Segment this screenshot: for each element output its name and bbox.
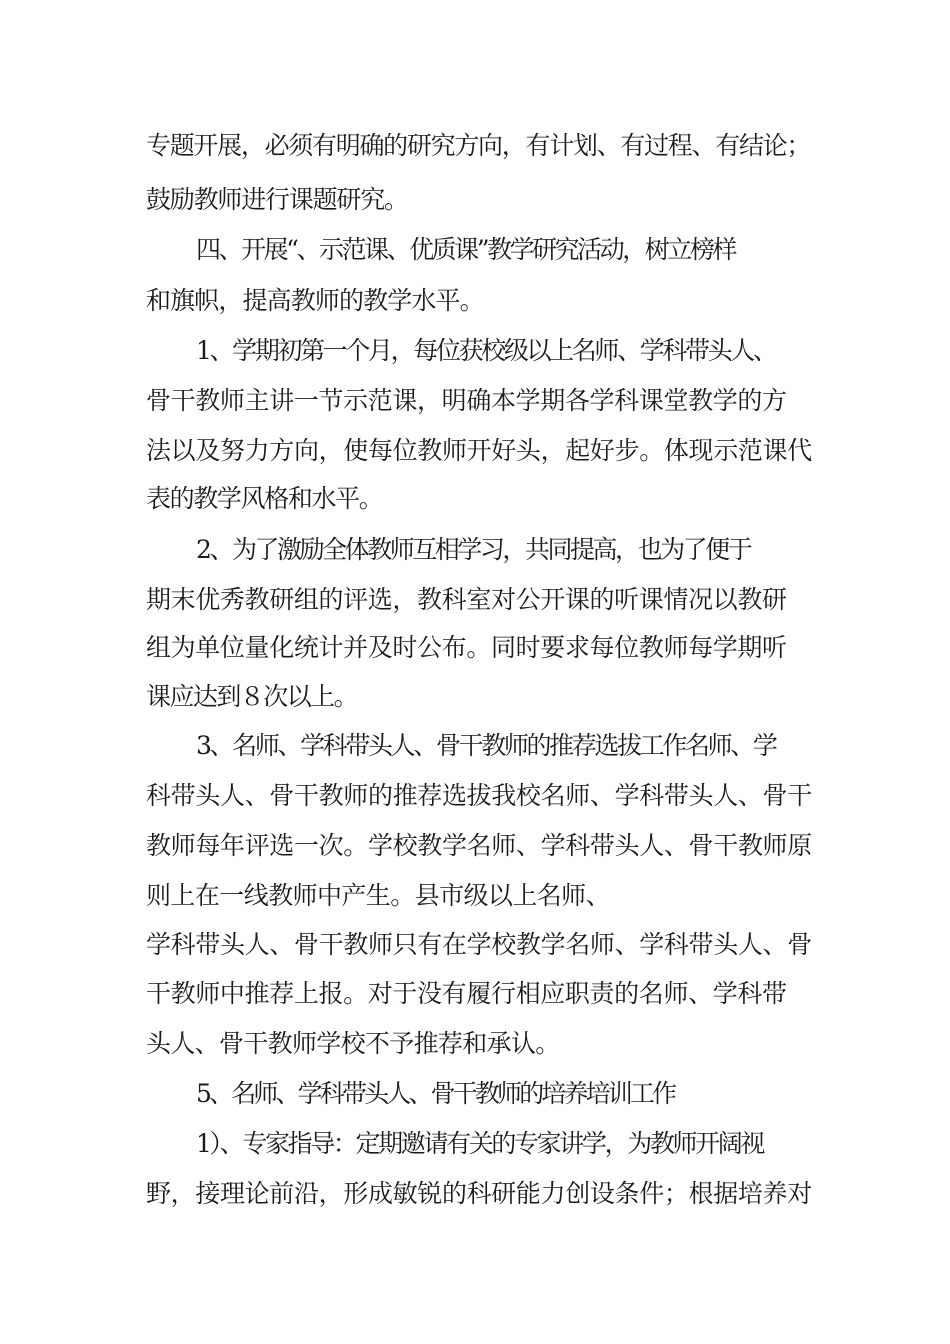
paragraph-start-line: 5、名师、学科带头人、骨干教师的培养培训工作 bbox=[196, 1079, 675, 1108]
paragraph-start-line: 四、开展“、示范课、优质课”教学研究活动，树立榜样 bbox=[196, 235, 735, 264]
text-line: 鼓励教师进行课题研究。 bbox=[146, 185, 408, 214]
text-line: 表的教学风格和水平。 bbox=[146, 484, 383, 513]
text-line: 组为单位量化统计并及时公布。同时要求每位教师每学期听 bbox=[146, 633, 787, 662]
text-line: 和旗帜，提高教师的教学水平。 bbox=[146, 286, 484, 315]
text-line: 干教师中推荐上报。对于没有履行相应职责的名师、学科带 bbox=[146, 979, 787, 1008]
text-line: 科带头人、骨干教师的推荐选拔我校名师、学科带头人、骨干 bbox=[146, 781, 812, 810]
text-line: 教师每年评选一次。学校教学名师、学科带头人、骨干教师原 bbox=[146, 831, 812, 860]
paragraph-start-line: 1）、专家指导：定期邀请有关的专家讲学，为教师开阔视 bbox=[196, 1129, 764, 1158]
text-line: 学科带头人、骨干教师只有在学校教学名师、学科带头人、骨 bbox=[146, 930, 812, 959]
text-line: 期末优秀教研组的评选，教科室对公开课的听课情况以教研 bbox=[146, 585, 787, 614]
paragraph-start-line: 1、学期初第一个月，每位获校级以上名师、学科带头人、 bbox=[196, 336, 776, 365]
text-line: 野，接理论前沿，形成敏锐的科研能力创设条件；根据培养对 bbox=[146, 1179, 812, 1208]
text-line: 法以及努力方向，使每位教师开好头，起好步。体现示范课代 bbox=[146, 436, 812, 465]
paragraph-start-line: 3、名师、学科带头人、骨干教师的推荐选拔工作名师、学 bbox=[196, 731, 776, 760]
text-line: 则上在一线教师中产生。县市级以上名师、 bbox=[146, 881, 611, 910]
text-line: 专题开展，必须有明确的研究方向，有计划、有过程、有结论； bbox=[146, 131, 811, 160]
paragraph-start-line: 2、为了激励全体教师互相学习，共同提高，也为了便于 bbox=[196, 535, 751, 564]
text-line: 课应达到８次以上。 bbox=[146, 682, 358, 711]
text-line: 骨干教师主讲一节示范课，明确本学期各学科课堂教学的方 bbox=[146, 386, 787, 415]
text-line: 头人、骨干教师学校不予推荐和承认。 bbox=[146, 1029, 560, 1058]
